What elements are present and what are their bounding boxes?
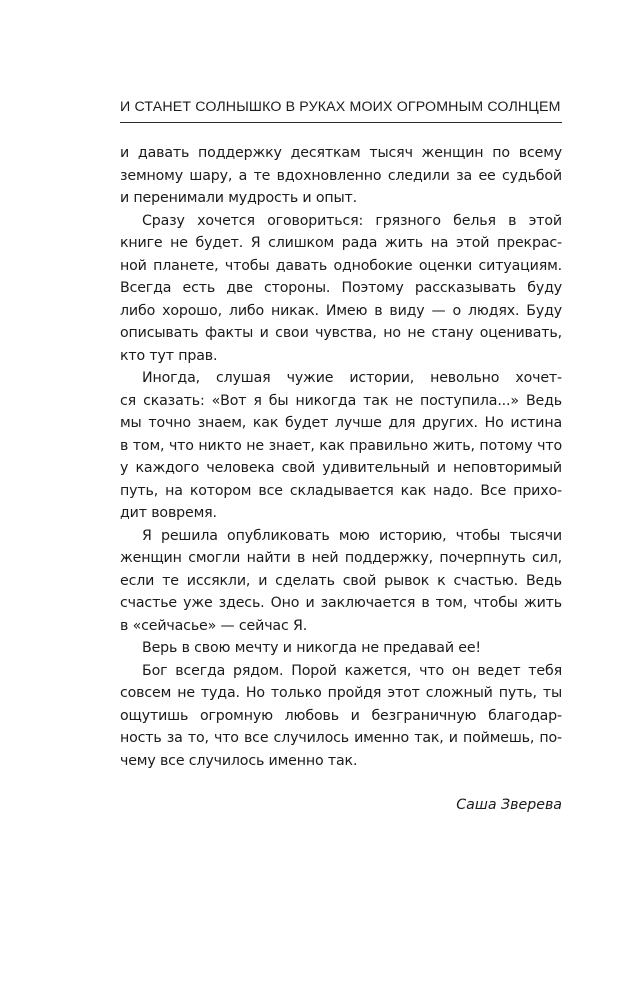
text-line: если те иссякли, и сделать свой рывок к счастью. Ведь — [120, 572, 562, 589]
running-header: И СТАНЕТ СОЛНЫШКО В РУКАХ МОИХ ОГРОМНЫМ СОЛНЦЕМ — [120, 99, 561, 115]
author-signature: Саша Зверева — [456, 797, 562, 813]
text-line: женщин смогли найти в ней поддержку, почерпнуть сил, — [120, 550, 562, 566]
text-line: в «сейчасье» — сейчас Я. — [120, 617, 308, 634]
header-rule — [120, 122, 562, 123]
text-line: мы точно знаем, как будет лучше для других. Но истина — [120, 415, 562, 431]
text-line: путь, на котором все складывается как надо. Все прихо- — [120, 482, 562, 499]
paragraph — [120, 525, 562, 638]
text-line: описывать факты и свои чувства, но не стану оценивать, — [120, 325, 562, 341]
text-line: Иногда, слушая чужие истории, невольно хочет- — [142, 370, 562, 386]
text-line: земному шару, а те вдохновленно следили за ее судьбой — [120, 167, 562, 184]
text-line: ощутишь огромную любовь и безграничную благодар- — [120, 707, 562, 724]
paragraph — [120, 637, 562, 660]
text-line: Сразу хочется оговориться: грязного белья в этой — [142, 212, 562, 229]
body-text — [120, 142, 562, 772]
text-line: ность за то, что все случилось именно так, и поймешь, по- — [120, 730, 562, 746]
text-line: ся сказать: «Вот я бы никогда так не поступила...» Ведь — [120, 392, 562, 409]
text-line: и давать поддержку десяткам тысяч женщин по всему — [120, 145, 562, 161]
text-line: у каждого человека свой удивительный и неповторимый — [120, 460, 562, 476]
text-line: либо хорошо, либо никак. Имею в виду — о людях. Буду — [120, 302, 562, 319]
text-line: Я решила опубликовать мою историю, чтобы тысячи — [142, 527, 562, 544]
text-line: в том, что никто не знает, как правильно жить, потому что — [120, 437, 562, 454]
text-line: книге не будет. Я слишком рада жить на этой прекрас- — [120, 235, 562, 251]
text-line: совсем не туда. Но только пройдя этот сложный путь, ты — [120, 685, 562, 701]
text-line: дит вовремя. — [120, 505, 217, 521]
text-line: Верь в свою мечту и никогда не предавай ее! — [142, 640, 481, 656]
text-line: чему все случилось именно так. — [120, 752, 358, 769]
text-line: и перенимали мудрость и опыт. — [120, 190, 358, 206]
text-line: Бог всегда рядом. Порой кажется, что он ведет тебя — [142, 662, 562, 679]
text-line: счастье уже здесь. Оно и заключается в том, чтобы жить — [120, 595, 562, 611]
text-line: кто тут прав. — [120, 347, 218, 364]
text-line: ной планете, чтобы давать однобокие оценки ситуациям. — [120, 257, 562, 274]
paragraph — [120, 660, 562, 773]
text-line: Всегда есть две стороны. Поэтому рассказывать буду — [120, 280, 562, 296]
paragraph — [120, 210, 562, 368]
paragraph — [120, 142, 562, 210]
paragraph — [120, 367, 562, 525]
